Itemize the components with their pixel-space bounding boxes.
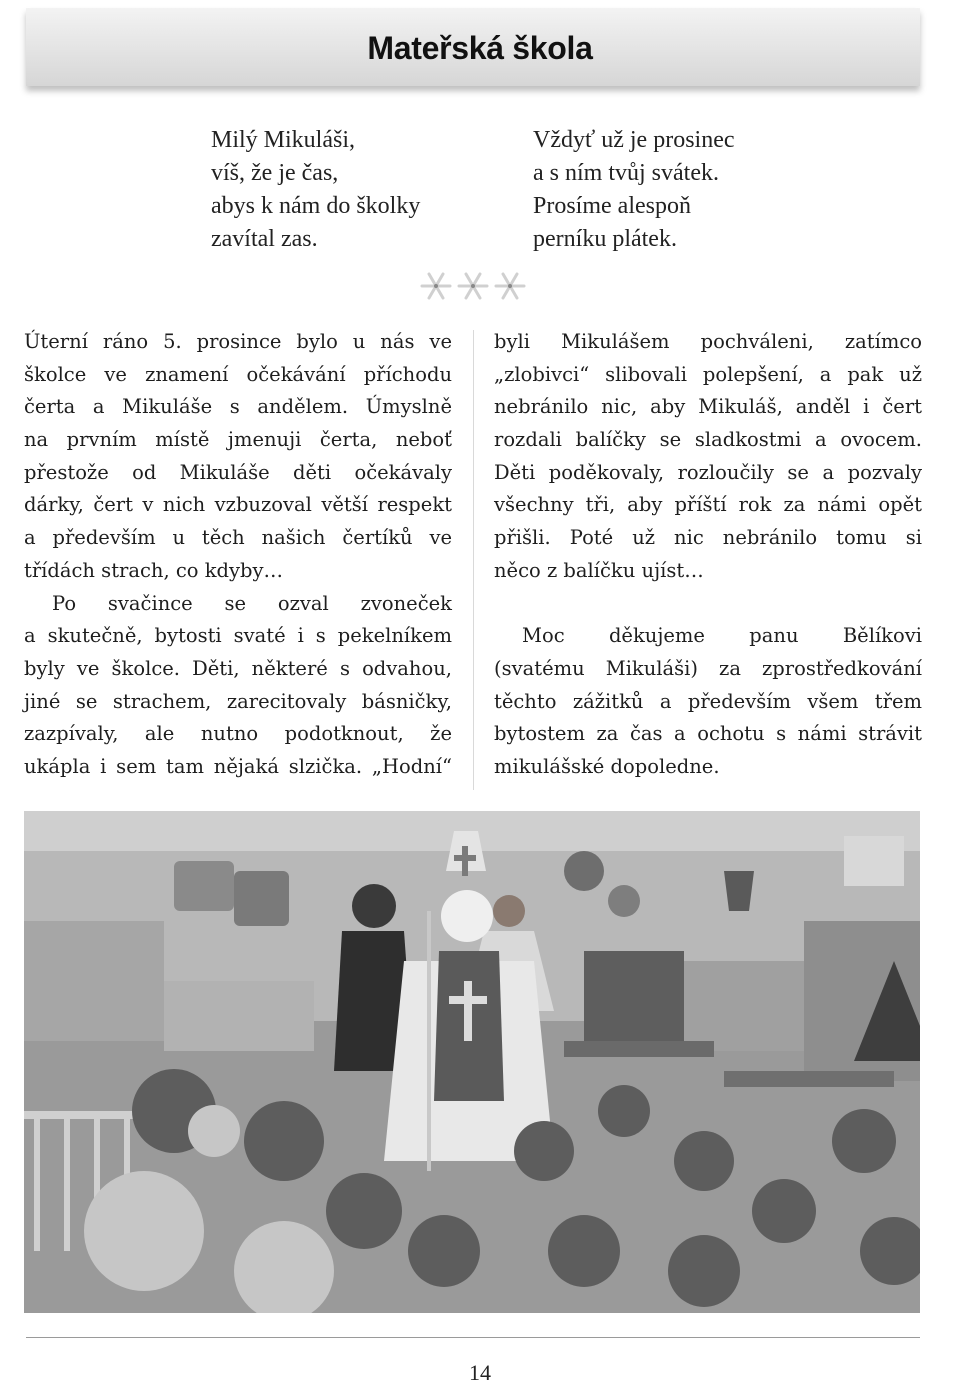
poem-line: abys k nám do školky <box>211 193 421 219</box>
article-line: a především u těch našich čertíků ve <box>24 526 452 550</box>
article-line: přestože od Mikuláše děti očekávaly <box>24 460 452 484</box>
article-line: rozdali balíčky se sladkostmi a ovocem. <box>494 428 922 452</box>
page-number: 14 <box>469 1360 491 1385</box>
article-line: všechny tři, aby příští rok za námi opět <box>494 493 922 517</box>
footer-rule <box>26 1337 920 1338</box>
article-line: Moc děkujeme panu Bělíkovi <box>522 624 922 648</box>
three-snowflakes-icon <box>418 268 528 304</box>
article-line: čerta a Mikuláše s andělem. Úmyslně <box>24 395 452 419</box>
article-line: Děti poděkovaly, rozloučily se a pozvaly <box>494 460 922 484</box>
paragraph-gap <box>494 588 922 621</box>
article-line: bytostem za čas a ochotu s námi strávit <box>494 722 922 746</box>
poem-line: zavítal zas. <box>211 226 318 252</box>
article-line: a skutečně, bytosti svaté i s pekelníkem <box>24 624 452 648</box>
article-column-right <box>494 326 922 784</box>
article-line: byly ve školce. Děti, některé s odvahou, <box>24 656 452 680</box>
article-line: (svatému Mikuláši) za zprostředkování <box>494 656 922 680</box>
classroom-photo <box>24 811 920 1313</box>
article-line: na prvním místě jmenuji čerta, neboť <box>24 428 452 452</box>
article-line: Po svačince se ozval zvoneček <box>52 591 452 615</box>
article-line: nebránilo nic, aby Mikuláš, anděl i čert <box>494 395 922 419</box>
poem-line: perníku plátek. <box>533 226 677 252</box>
article-line: ukápla i sem tam nějaká slzička. „Hodní“ <box>24 754 452 778</box>
poem-line: Vždyť už je prosinec <box>533 127 735 153</box>
poem-line: Milý Mikuláši, <box>211 127 356 153</box>
article-line: školce ve znamení očekávání příchodu <box>24 362 452 386</box>
column-divider <box>473 330 474 790</box>
article-line: byli Mikulášem pochváleni, zatímco <box>494 330 922 353</box>
article-line: Úterní ráno 5. prosince bylo u nás ve <box>24 330 452 353</box>
article-column-left <box>24 326 452 784</box>
article-line: třídách strach, co kdyby… <box>24 558 284 582</box>
article-line: něco z balíčku ujíst… <box>494 558 704 582</box>
article-line: dárky, čert v nich vzbuzoval větší respekt <box>24 493 452 517</box>
article-line: zazpívaly, ale nutno podotknout, že <box>24 722 452 746</box>
poem-line: víš, že je čas, <box>211 160 339 186</box>
poem-left-stanza <box>211 124 420 256</box>
poem-line: a s ním tvůj svátek. <box>533 160 719 186</box>
article-line: „zlobivci“ slibovali polepšení, a pak už <box>494 362 922 386</box>
article-line: přišli. Poté už nic nebránilo tomu si <box>494 526 922 550</box>
article-line: těchto zážitků a především všem třem <box>494 689 922 713</box>
page-title: Mateřská škola <box>367 30 593 66</box>
poem-right-stanza <box>533 124 735 256</box>
poem-line: Prosíme alespoň <box>533 193 691 219</box>
article-line: jiné se strachem, zarecitovaly básničky, <box>24 689 452 713</box>
article-line: mikulášské dopoledne. <box>494 754 720 778</box>
